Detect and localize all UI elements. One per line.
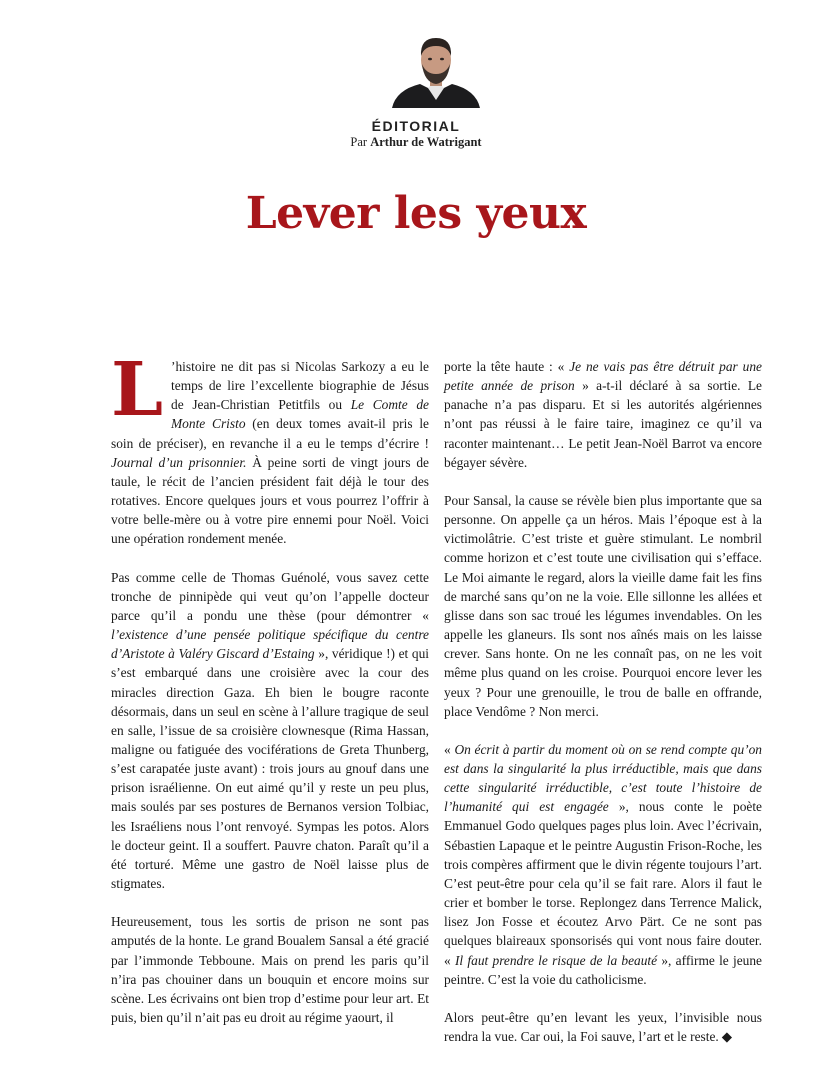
byline-prefix: Par: [350, 135, 368, 149]
paragraph: Pas comme celle de Thomas Guénolé, vous savez cette tronche de pinnipède qui veut qu’on l’appelle docteur parce qu’il a pondu une thèse (pour démontrer « l’existence d’une pensée politique spécifique du centre d’Aristote à Valéry Giscard d’Estaing », véridique !) et qui s’est embarqué dans une croisière avec la cour des miracles direction Gaza. Eh bien le bougre raconte désormais, dans un seul en scène à l’allure tragique de seul en salle, l’issue de sa croisière clownesque (Rima Hassan, maligne ou fatiguée des vociférations de Greta Thunberg, s’est carapatée juste avant) : trois jours au gnouf dans une prison israélienne. On eut aimé qu’il y reste un peu plus, mais soulés par ses postures de Bernanos version Tolbiac, les Israéliens nous l’ont renvoyé. Sympas les potos. Alors le docteur geint. Il a souffert. Pauvre chaton. Paraît qu’il a été torturé. Même une gastro de Noël laisse plus de stigmates.: [111, 569, 430, 892]
paragraph: L ’histoire ne dit pas si Nicolas Sarkozy a eu le temps de lire l’excellente biographie de Jésus de Jean-Christian Petitfils ou Le Comte de Monte Cristo (en deux tomes avait-il pris le soin de préciser), en revanche il a eu le temps d’écrire ! Journal d’un prisonnier. À peine sorti de vingt jours de taule, le récit de l’ancien président fait déjà le tour des rotatives. Encore quelques jours et vous pourrez l’offrir à votre belle-mère ou à votre pire ennemi pour Noël. Voici une opération rondement menée.: [111, 347, 430, 547]
article-column-left: [111, 347, 430, 1046]
paragraph: porte la tête haute : « Je ne vais pas être détruit par une petite année de prison » a-t-il déclaré à sa sortie. Le panache n’a pas disparu. Et si les autorités algériennes n’ont pas réussi à le faire taire, imaginez ce qu’il va raconter maintenant… Le petit Jean-Noël Barrot va encore bégayer sévère.: [444, 359, 762, 470]
end-mark-icon: ◆: [721, 1029, 733, 1044]
section-label: ÉDITORIAL: [371, 118, 461, 134]
paragraph: « On écrit à partir du moment où on se rend compte qu’on est dans la singularité la plus irréductible, mais que dans cette singularité irréductible, c’est toute l’histoire de l’humanité qui est engagée », nous conte le poète Emmanuel Godo quelques pages plus loin. Avec l’écrivain, Sébastien Lapaque et le peintre Augustin Frison-Roche, les trois compères affirment que le divin régente toujours l’art. C’est peut-être pour cela qu’il se fait rare. Alors il faut le crier et bomber le torse. Replongez dans Terrence Malick, lisez Jon Fosse et écoutez Arvo Pärt. Ce ne sont pas quelques blaireaux sponsorisés qui vont nous faire douter. « Il faut prendre le risque de la beauté », affirme le jeune peintre. C’est la voie du catholicisme.: [444, 741, 763, 987]
paragraph: Heureusement, tous les sortis de prison ne sont pas amputés de la honte. Le grand Boualem Sansal a été gracié par l’immonde Tebboune. Mais on prend les paris qu’il n’ira pas chouiner dans un bouquin et encore moins sur scène. Les écrivains ont bien trop d’estime pour leur art. Et puis, bien qu’il n’ait pas eu droit au régime yaourt, il: [111, 914, 429, 1025]
byline: [0, 135, 832, 150]
paragraph: Alors peut-être qu’en levant les yeux, l’invisible nous rendra la vue. Car oui, la Foi sauve, l’art et le reste. ◆: [444, 1008, 762, 1046]
article-column-right: [444, 357, 762, 1065]
article-title: Lever les yeux: [245, 188, 587, 239]
drop-cap: L: [111, 347, 164, 433]
author-portrait: [390, 32, 482, 108]
author-name: Arthur de Watrigant: [370, 135, 482, 149]
paragraph: Pour Sansal, la cause se révèle bien plus importante que sa personne. On appelle ça un héros. Mais l’époque est à la victimolâtrie. C’est triste et guère stimulant. Le nombril comme horizon et c’est toute une civilisation qui s’efface. Le Moi aimante le regard, alors la vieille dame fait les fins de marché sans qu’on ne la voie. Elle sillonne les allées et glisse dans son sac troué les légumes invendables. On les appelle les glaneurs. Ils sont nos aînés mais on les laisse crever. Sans honte. On ne les connaît pas, on ne les voit même plus quand on les croise. Pourquoi encore lever les yeux ? Pour une grenouille, le trou de balle en offrande, place Vendôme ? Non merci.: [444, 492, 762, 719]
